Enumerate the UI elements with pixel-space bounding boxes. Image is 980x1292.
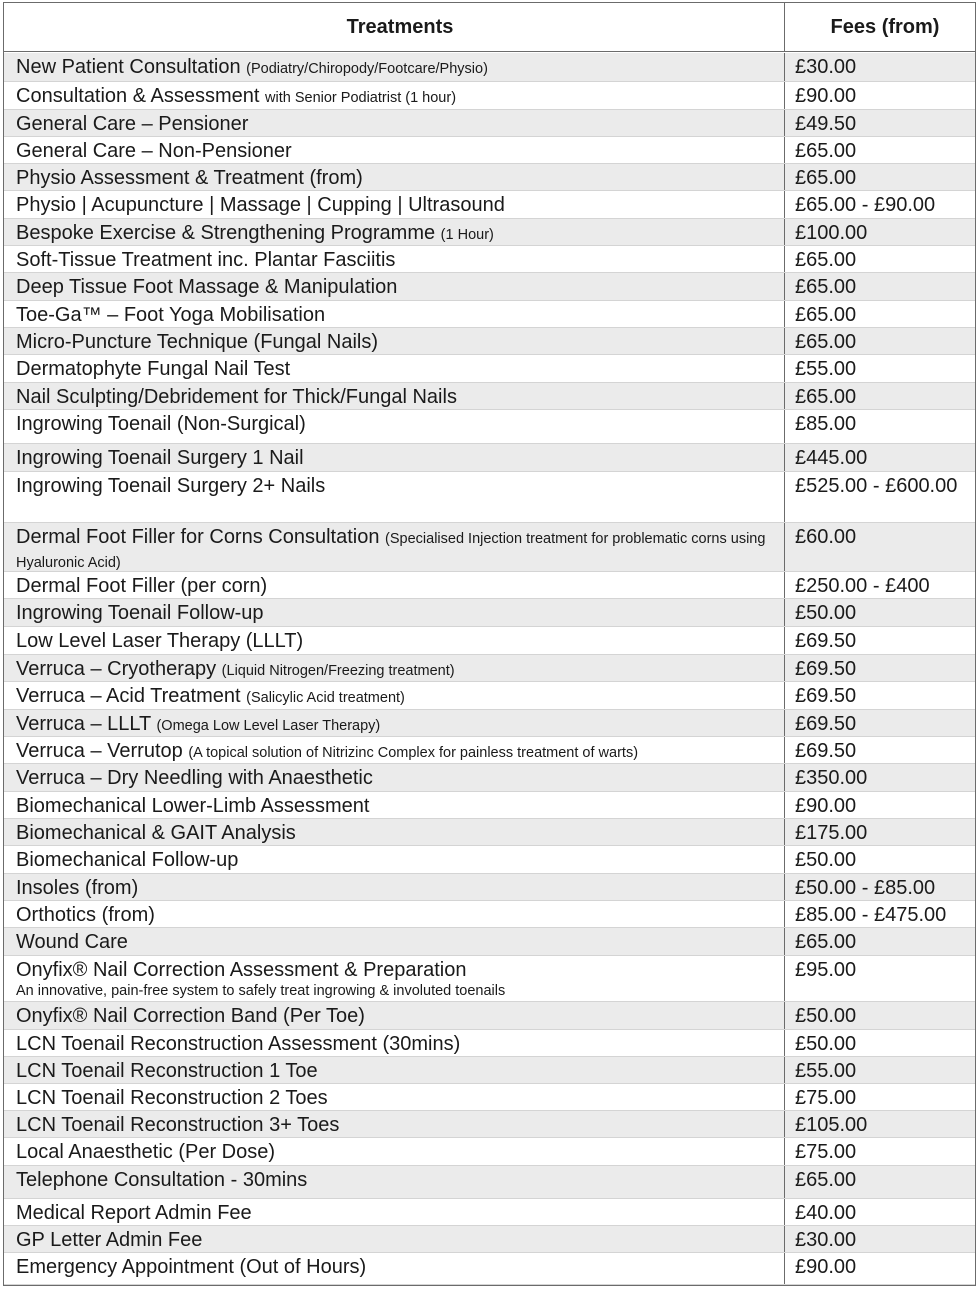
fee-cell: £85.00 [784, 410, 975, 443]
treatment-name: General Care – Non-Pensioner [16, 140, 292, 162]
treatment-name: Deep Tissue Foot Massage & Manipulation [16, 276, 398, 298]
table-row [4, 191, 975, 219]
treatment-cell [4, 523, 784, 571]
treatment-cell [4, 410, 784, 443]
treatment-name: Biomechanical & GAIT Analysis [16, 822, 296, 844]
table-row [4, 383, 975, 410]
treatment-cell [4, 82, 784, 109]
table-row [4, 599, 975, 627]
fee-cell: £69.50 [784, 682, 975, 709]
treatment-name: Dermatophyte Fungal Nail Test [16, 358, 291, 380]
fee-cell: £50.00 [784, 1030, 975, 1056]
treatment-cell [4, 1166, 784, 1198]
fee-cell: £525.00 - £600.00 [784, 472, 975, 522]
treatment-name: Dermal Foot Filler (per corn) [16, 575, 268, 597]
fee-cell: £65.00 [784, 328, 975, 354]
treatment-cell [4, 846, 784, 873]
treatment-note: An innovative, pain-free system to safely treat ingrowing & involuted toenails [16, 983, 506, 999]
treatment-cell [4, 1199, 784, 1225]
treatment-cell [4, 246, 784, 272]
table-row [4, 355, 975, 383]
treatment-cell [4, 874, 784, 900]
treatment-name: Verruca – Acid Treatment [16, 685, 241, 707]
table-row [4, 1199, 975, 1226]
treatment-name: Consultation & Assessment [16, 85, 260, 107]
treatment-cell [4, 956, 784, 1001]
treatment-name: Ingrowing Toenail Follow-up [16, 602, 264, 624]
table-row [4, 1057, 975, 1084]
table-row [4, 572, 975, 599]
treatment-name: Ingrowing Toenail (Non-Surgical) [16, 413, 306, 435]
table-row [4, 523, 975, 572]
table-row [4, 846, 975, 874]
treatment-cell [4, 328, 784, 354]
treatment-name: New Patient Consultation [16, 56, 241, 78]
fee-cell: £65.00 [784, 273, 975, 300]
fee-cell: £50.00 [784, 846, 975, 873]
fee-cell: £55.00 [784, 355, 975, 382]
table-row [4, 901, 975, 928]
treatment-name: Insoles (from) [16, 877, 139, 899]
treatment-cell [4, 1084, 784, 1110]
table-row [4, 682, 975, 710]
treatment-cell [4, 1111, 784, 1137]
table-row [4, 53, 975, 82]
table-row [4, 410, 975, 444]
header-fees: Fees (from) [784, 3, 975, 51]
treatment-cell [4, 1057, 784, 1083]
treatment-cell [4, 1226, 784, 1252]
fee-cell: £65.00 [784, 928, 975, 955]
treatment-name: Ingrowing Toenail Surgery 2+ Nails [16, 475, 326, 497]
treatment-cell [4, 572, 784, 598]
treatment-name: Ingrowing Toenail Surgery 1 Nail [16, 447, 304, 469]
table-row [4, 1084, 975, 1111]
treatment-name: LCN Toenail Reconstruction 3+ Toes [16, 1114, 340, 1136]
fee-cell: £30.00 [784, 53, 975, 81]
fee-cell: £175.00 [784, 819, 975, 845]
treatment-name: Physio | Acupuncture | Massage | Cupping | Ultrasound [16, 194, 505, 216]
treatment-note: (A topical solution of Nitrizinc Complex for painless treatment of warts) [188, 745, 639, 761]
fee-cell: £55.00 [784, 1057, 975, 1083]
fee-cell: £50.00 [784, 1002, 975, 1029]
table-row [4, 1253, 975, 1285]
treatment-cell [4, 53, 784, 81]
treatment-cell [4, 819, 784, 845]
treatment-name: Orthotics (from) [16, 904, 155, 926]
treatment-name: Verruca – Cryotherapy [16, 658, 217, 680]
fee-cell: £60.00 [784, 523, 975, 571]
fee-cell: £95.00 [784, 956, 975, 1001]
treatment-cell [4, 219, 784, 245]
treatment-note: (Liquid Nitrogen/Freezing treatment) [221, 663, 455, 679]
table-row [4, 928, 975, 956]
fee-cell: £90.00 [784, 82, 975, 109]
fee-cell: £40.00 [784, 1199, 975, 1225]
treatment-cell [4, 1002, 784, 1029]
treatment-cell [4, 191, 784, 218]
treatment-name: Bespoke Exercise & Strengthening Programme [16, 222, 436, 244]
table-row [4, 819, 975, 846]
fee-cell: £100.00 [784, 219, 975, 245]
table-row [4, 655, 975, 682]
fee-cell: £90.00 [784, 1253, 975, 1284]
fee-cell: £445.00 [784, 444, 975, 471]
table-row [4, 110, 975, 137]
treatment-cell [4, 164, 784, 190]
treatment-name: Micro-Puncture Technique (Fungal Nails) [16, 331, 379, 353]
treatment-name: Biomechanical Lower-Limb Assessment [16, 795, 370, 817]
treatment-name: Local Anaesthetic (Per Dose) [16, 1141, 276, 1163]
fee-cell: £65.00 [784, 301, 975, 327]
table-row [4, 1166, 975, 1199]
table-row [4, 82, 975, 110]
treatment-name: LCN Toenail Reconstruction 1 Toe [16, 1060, 318, 1082]
treatment-name: Soft-Tissue Treatment inc. Plantar Fasciitis [16, 249, 396, 271]
treatment-name: Emergency Appointment (Out of Hours) [16, 1256, 367, 1278]
table-row [4, 472, 975, 523]
treatment-cell [4, 472, 784, 522]
table-row [4, 874, 975, 901]
table-row [4, 273, 975, 301]
fee-cell: £50.00 - £85.00 [784, 874, 975, 900]
treatment-cell [4, 764, 784, 791]
treatment-name: Physio Assessment & Treatment (from) [16, 167, 363, 189]
treatment-cell [4, 110, 784, 136]
treatment-cell [4, 682, 784, 709]
treatment-cell [4, 1253, 784, 1284]
table-row [4, 1030, 975, 1057]
treatment-name: Toe-Ga™ – Foot Yoga Mobilisation [16, 304, 326, 326]
fee-cell: £250.00 - £400 [784, 572, 975, 598]
treatment-name: LCN Toenail Reconstruction 2 Toes [16, 1087, 328, 1109]
treatment-cell [4, 737, 784, 763]
table-row [4, 792, 975, 819]
fee-cell: £90.00 [784, 792, 975, 818]
table-header [4, 3, 975, 52]
table-row [4, 627, 975, 655]
treatment-cell [4, 444, 784, 471]
fee-cell: £85.00 - £475.00 [784, 901, 975, 927]
fee-cell: £65.00 [784, 383, 975, 409]
table-row [4, 956, 975, 1002]
fee-cell: £65.00 [784, 1166, 975, 1198]
table-row [4, 164, 975, 191]
table-row [4, 137, 975, 164]
treatment-name: Telephone Consultation - 30mins [16, 1169, 308, 1191]
treatment-cell [4, 355, 784, 382]
fee-cell: £65.00 [784, 164, 975, 190]
treatment-name: GP Letter Admin Fee [16, 1229, 203, 1251]
treatment-name: Onyfix® Nail Correction Assessment & Preparation [16, 959, 467, 981]
treatment-cell [4, 301, 784, 327]
treatment-name: Verruca – Dry Needling with Anaesthetic [16, 767, 373, 789]
treatment-name: Nail Sculpting/Debridement for Thick/Fungal Nails [16, 386, 457, 408]
fee-cell: £69.50 [784, 710, 975, 736]
fee-cell: £69.50 [784, 737, 975, 763]
treatment-cell [4, 1138, 784, 1165]
treatment-cell [4, 710, 784, 736]
table-row [4, 219, 975, 246]
treatment-name: Verruca – LLLT [16, 713, 151, 735]
treatment-name: General Care – Pensioner [16, 113, 249, 135]
treatment-note: (Specialised Injection treatment for problematic corns using Hyaluronic Acid) [16, 531, 766, 571]
fee-cell: £105.00 [784, 1111, 975, 1137]
fee-cell: £65.00 - £90.00 [784, 191, 975, 218]
fee-cell: £75.00 [784, 1084, 975, 1110]
table-row [4, 1138, 975, 1166]
treatment-cell [4, 928, 784, 955]
treatment-name: Onyfix® Nail Correction Band (Per Toe) [16, 1005, 365, 1027]
fee-cell: £65.00 [784, 246, 975, 272]
table-row [4, 301, 975, 328]
table-row [4, 328, 975, 355]
treatment-name: Medical Report Admin Fee [16, 1202, 252, 1224]
treatment-note: (1 Hour) [440, 227, 494, 243]
treatment-cell [4, 627, 784, 654]
table-row [4, 1226, 975, 1253]
fee-cell: £69.50 [784, 627, 975, 654]
treatment-note: (Podiatry/Chiropody/Footcare/Physio) [246, 61, 488, 77]
fee-cell: £75.00 [784, 1138, 975, 1165]
treatment-cell [4, 792, 784, 818]
fee-cell: £69.50 [784, 655, 975, 681]
treatment-cell [4, 901, 784, 927]
treatment-note: (Salicylic Acid treatment) [246, 690, 405, 706]
treatment-cell [4, 137, 784, 163]
header-treatments: Treatments [346, 16, 454, 38]
treatment-name: Wound Care [16, 931, 128, 953]
table-row [4, 737, 975, 764]
fee-cell: £350.00 [784, 764, 975, 791]
table-row [4, 1111, 975, 1138]
table-row [4, 764, 975, 792]
table-row [4, 444, 975, 472]
treatment-cell [4, 655, 784, 681]
treatment-name: Low Level Laser Therapy (LLLT) [16, 630, 304, 652]
fee-cell: £65.00 [784, 137, 975, 163]
treatment-name: Dermal Foot Filler for Corns Consultation [16, 526, 380, 548]
fee-cell: £50.00 [784, 599, 975, 626]
table-row [4, 710, 975, 737]
table-row [4, 246, 975, 273]
treatment-name: Biomechanical Follow-up [16, 849, 239, 871]
treatment-cell [4, 383, 784, 409]
fee-cell: £49.50 [784, 110, 975, 136]
fee-cell: £30.00 [784, 1226, 975, 1252]
treatment-name: LCN Toenail Reconstruction Assessment (30mins) [16, 1033, 461, 1055]
treatment-name: Verruca – Verrutop [16, 740, 183, 762]
treatment-cell [4, 273, 784, 300]
treatment-cell [4, 1030, 784, 1056]
table-row [4, 1002, 975, 1030]
treatment-note: (Omega Low Level Laser Therapy) [156, 718, 381, 734]
treatment-note: with Senior Podiatrist (1 hour) [265, 90, 457, 106]
treatment-cell [4, 599, 784, 626]
fees-table [3, 2, 976, 1286]
